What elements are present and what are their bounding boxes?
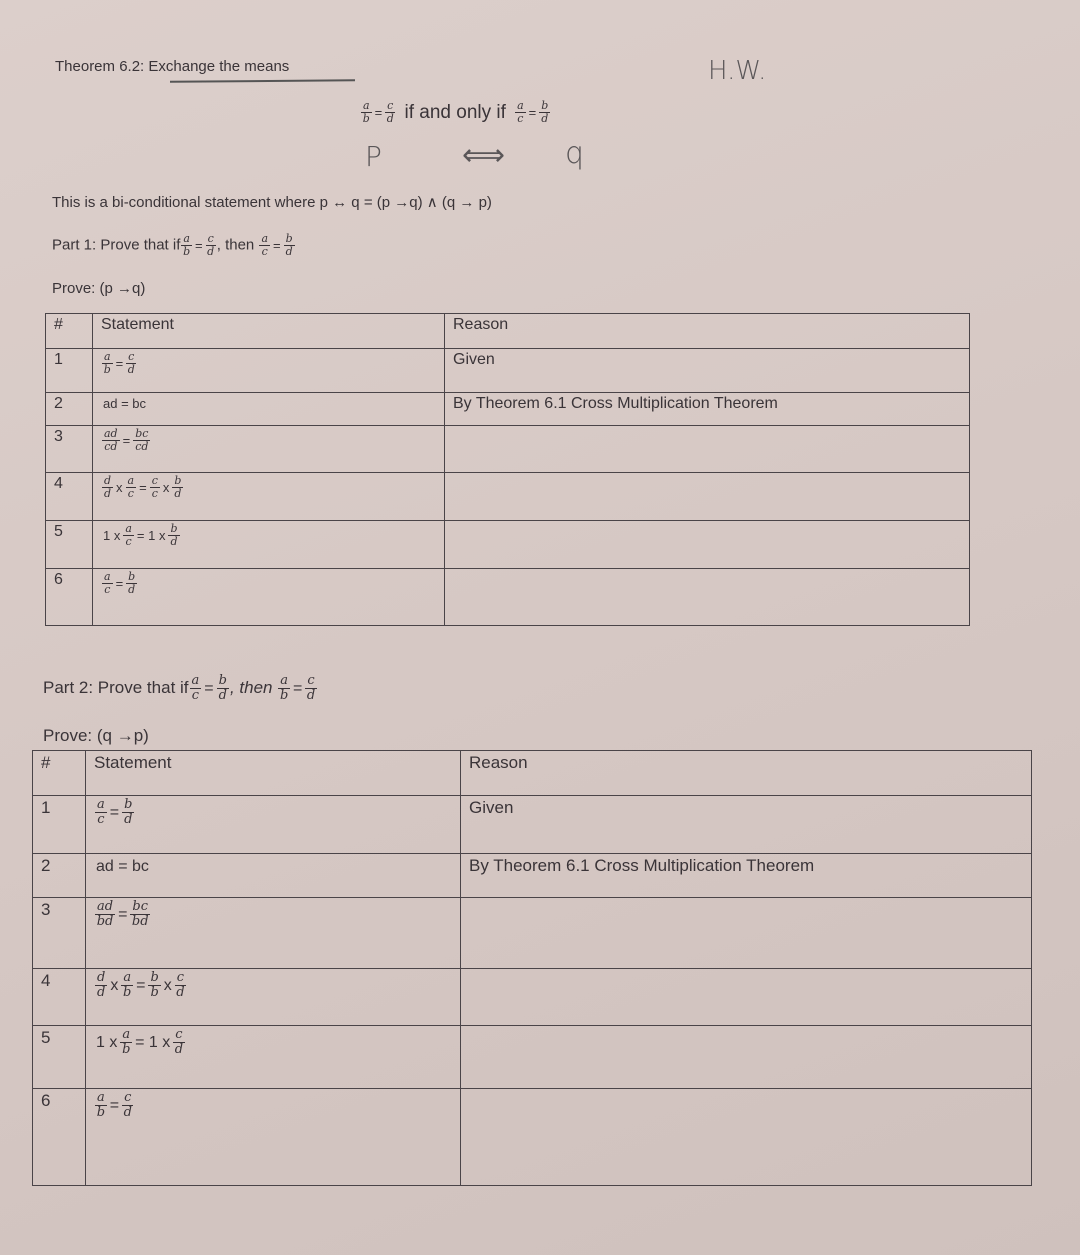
handwritten-iff-arrow: ⟺ xyxy=(462,138,506,173)
table-row xyxy=(46,521,970,569)
step-number: 4 xyxy=(33,969,86,1026)
table-row xyxy=(33,969,1032,1026)
fraction: $\frac{a}{c}$ xyxy=(125,522,132,548)
part2-prove: Prove: (q →p) xyxy=(43,726,149,745)
reason-cell[interactable] xyxy=(445,426,970,473)
statement-cell xyxy=(93,473,445,521)
table-row xyxy=(33,898,1032,969)
statement-cell xyxy=(93,349,445,393)
operator: x xyxy=(163,976,172,994)
step-number: 1 xyxy=(46,349,93,393)
operator: = xyxy=(122,433,131,448)
fraction: $\frac{c}{d}$ xyxy=(174,1027,184,1057)
reason-cell[interactable] xyxy=(445,521,970,569)
operator: 1 x xyxy=(103,528,121,543)
fraction: $\frac{a}{b}$ xyxy=(96,1090,106,1120)
fraction: $\frac{a}{b}$ xyxy=(103,350,111,376)
handwritten-p: P xyxy=(365,140,382,173)
header-reason: Reason xyxy=(461,751,1032,796)
table-row xyxy=(33,1026,1032,1089)
reason-cell[interactable] xyxy=(445,569,970,626)
operator: x xyxy=(110,976,119,994)
statement-cell xyxy=(86,796,461,854)
header-statement: Statement xyxy=(93,314,445,349)
fraction: $\frac{b}{d}$ xyxy=(128,570,136,596)
operator: = xyxy=(115,576,124,591)
fraction: $\frac{c}{d}$ xyxy=(123,1090,132,1120)
fraction: $\frac{bc}{bd}$ xyxy=(131,899,149,929)
fraction: $\frac{a}{c}$ xyxy=(517,99,524,125)
step-number: 6 xyxy=(33,1089,86,1186)
fraction: $\frac{ad}{cd}$ xyxy=(104,427,118,453)
handwritten-q: q xyxy=(565,136,585,171)
fraction: $\frac{d}{d}$ xyxy=(97,970,106,1000)
operator: ad = bc xyxy=(96,857,149,875)
table-row xyxy=(46,473,970,521)
part1-heading: Part 1: Prove that if $\frac{a}{b}$ = $\frac{c}{d}$ , then $\frac{a}{c}$ = $\frac{b}{d}$ xyxy=(52,232,293,258)
operator: = xyxy=(118,905,128,923)
fraction: $\frac{a}{b}$ xyxy=(122,1027,131,1057)
fraction: $\frac{a}{b}$ xyxy=(362,99,370,125)
table-row xyxy=(46,393,970,426)
reason-cell[interactable]: Given xyxy=(461,796,1032,854)
connector-text: if and only if xyxy=(404,101,506,123)
table-row xyxy=(33,1089,1032,1186)
operator: x xyxy=(162,480,170,495)
operator: = xyxy=(115,356,124,371)
statement-cell xyxy=(86,1089,461,1186)
fraction: $\frac{bc}{cd}$ xyxy=(135,427,149,453)
table-row xyxy=(46,349,970,393)
step-number: 1 xyxy=(33,796,86,854)
reason-cell[interactable] xyxy=(461,898,1032,969)
table-header-row xyxy=(46,314,970,349)
handwritten-hw: H.W. xyxy=(708,56,767,86)
reason-cell[interactable] xyxy=(461,969,1032,1026)
operator: 1 x xyxy=(96,1033,118,1051)
reason-cell[interactable] xyxy=(461,1026,1032,1089)
step-number: 5 xyxy=(33,1026,86,1089)
statement-cell xyxy=(93,393,445,426)
statement-cell xyxy=(93,569,445,626)
fraction: $\frac{d}{d}$ xyxy=(104,474,112,500)
operator: = 1 x xyxy=(135,1033,171,1051)
fraction: $\frac{ad}{bd}$ xyxy=(96,899,114,929)
operator: = xyxy=(139,480,147,495)
table-row xyxy=(33,854,1032,898)
header-num: # xyxy=(33,751,86,796)
fraction: $\frac{c}{d}$ xyxy=(386,99,394,125)
header-statement: Statement xyxy=(86,751,461,796)
fraction: $\frac{b}{b}$ xyxy=(150,970,159,1000)
operator: = xyxy=(136,976,146,994)
title-underline xyxy=(170,79,355,83)
step-number: 5 xyxy=(46,521,93,569)
table-row xyxy=(33,796,1032,854)
theorem-statement: $\frac{a}{b}$ = $\frac{c}{d}$ if and only if $\frac{a}{c}$ = $\frac{b}{d}$ xyxy=(362,99,549,125)
table-row xyxy=(46,569,970,626)
fraction: $\frac{c}{d}$ xyxy=(127,350,135,376)
step-number: 3 xyxy=(33,898,86,969)
biconditional-text: This is a bi-conditional statement where p ↔ q = (p →q) ∧ (q → p) xyxy=(52,194,492,211)
header-num: # xyxy=(46,314,93,349)
step-number: 2 xyxy=(33,854,86,898)
table-row xyxy=(46,426,970,473)
fraction: $\frac{a}{c}$ xyxy=(127,474,135,500)
operator: = 1 x xyxy=(136,528,166,543)
part2-heading: Part 2: Prove that if $\frac{a}{c}$ = $\frac{b}{d}$ , then $\frac{a}{b}$ = $\frac{c}{d}$ xyxy=(43,673,316,703)
theorem-title: Theorem 6.2: Exchange the means xyxy=(55,58,290,75)
fraction: $\frac{b}{d}$ xyxy=(174,474,182,500)
fraction: $\frac{a}{c}$ xyxy=(97,797,105,827)
statement-cell xyxy=(86,969,461,1026)
fraction: $\frac{c}{d}$ xyxy=(176,970,185,1000)
operator: x xyxy=(116,480,123,495)
operator: = xyxy=(109,803,120,821)
header-reason: Reason xyxy=(445,314,970,349)
step-number: 3 xyxy=(46,426,93,473)
operator: = xyxy=(109,1096,120,1114)
reason-cell[interactable]: By Theorem 6.1 Cross Multiplication Theorem xyxy=(461,854,1032,898)
fraction: $\frac{b}{d}$ xyxy=(124,797,133,827)
operator: ad = bc xyxy=(103,396,147,412)
fraction: $\frac{b}{d}$ xyxy=(170,522,178,548)
fraction: $\frac{b}{d}$ xyxy=(541,99,549,125)
part1-proof-table xyxy=(45,313,970,626)
reason-cell[interactable]: Given xyxy=(445,349,970,393)
reason-cell[interactable]: By Theorem 6.1 Cross Multiplication Theorem xyxy=(445,393,970,426)
table-header-row xyxy=(33,751,1032,796)
step-number: 2 xyxy=(46,393,93,426)
part2-proof-table xyxy=(32,750,1032,1186)
statement-cell xyxy=(93,426,445,473)
fraction: $\frac{a}{c}$ xyxy=(104,570,111,596)
statement-cell xyxy=(93,521,445,569)
reason-cell[interactable] xyxy=(445,473,970,521)
fraction: $\frac{a}{b}$ xyxy=(123,970,132,1000)
fraction: $\frac{c}{c}$ xyxy=(151,474,158,500)
statement-cell xyxy=(86,898,461,969)
step-number: 4 xyxy=(46,473,93,521)
statement-cell xyxy=(86,1026,461,1089)
reason-cell[interactable] xyxy=(461,1089,1032,1186)
part1-prove: Prove: (p →q) xyxy=(52,280,146,297)
step-number: 6 xyxy=(46,569,93,626)
statement-cell xyxy=(86,854,461,898)
